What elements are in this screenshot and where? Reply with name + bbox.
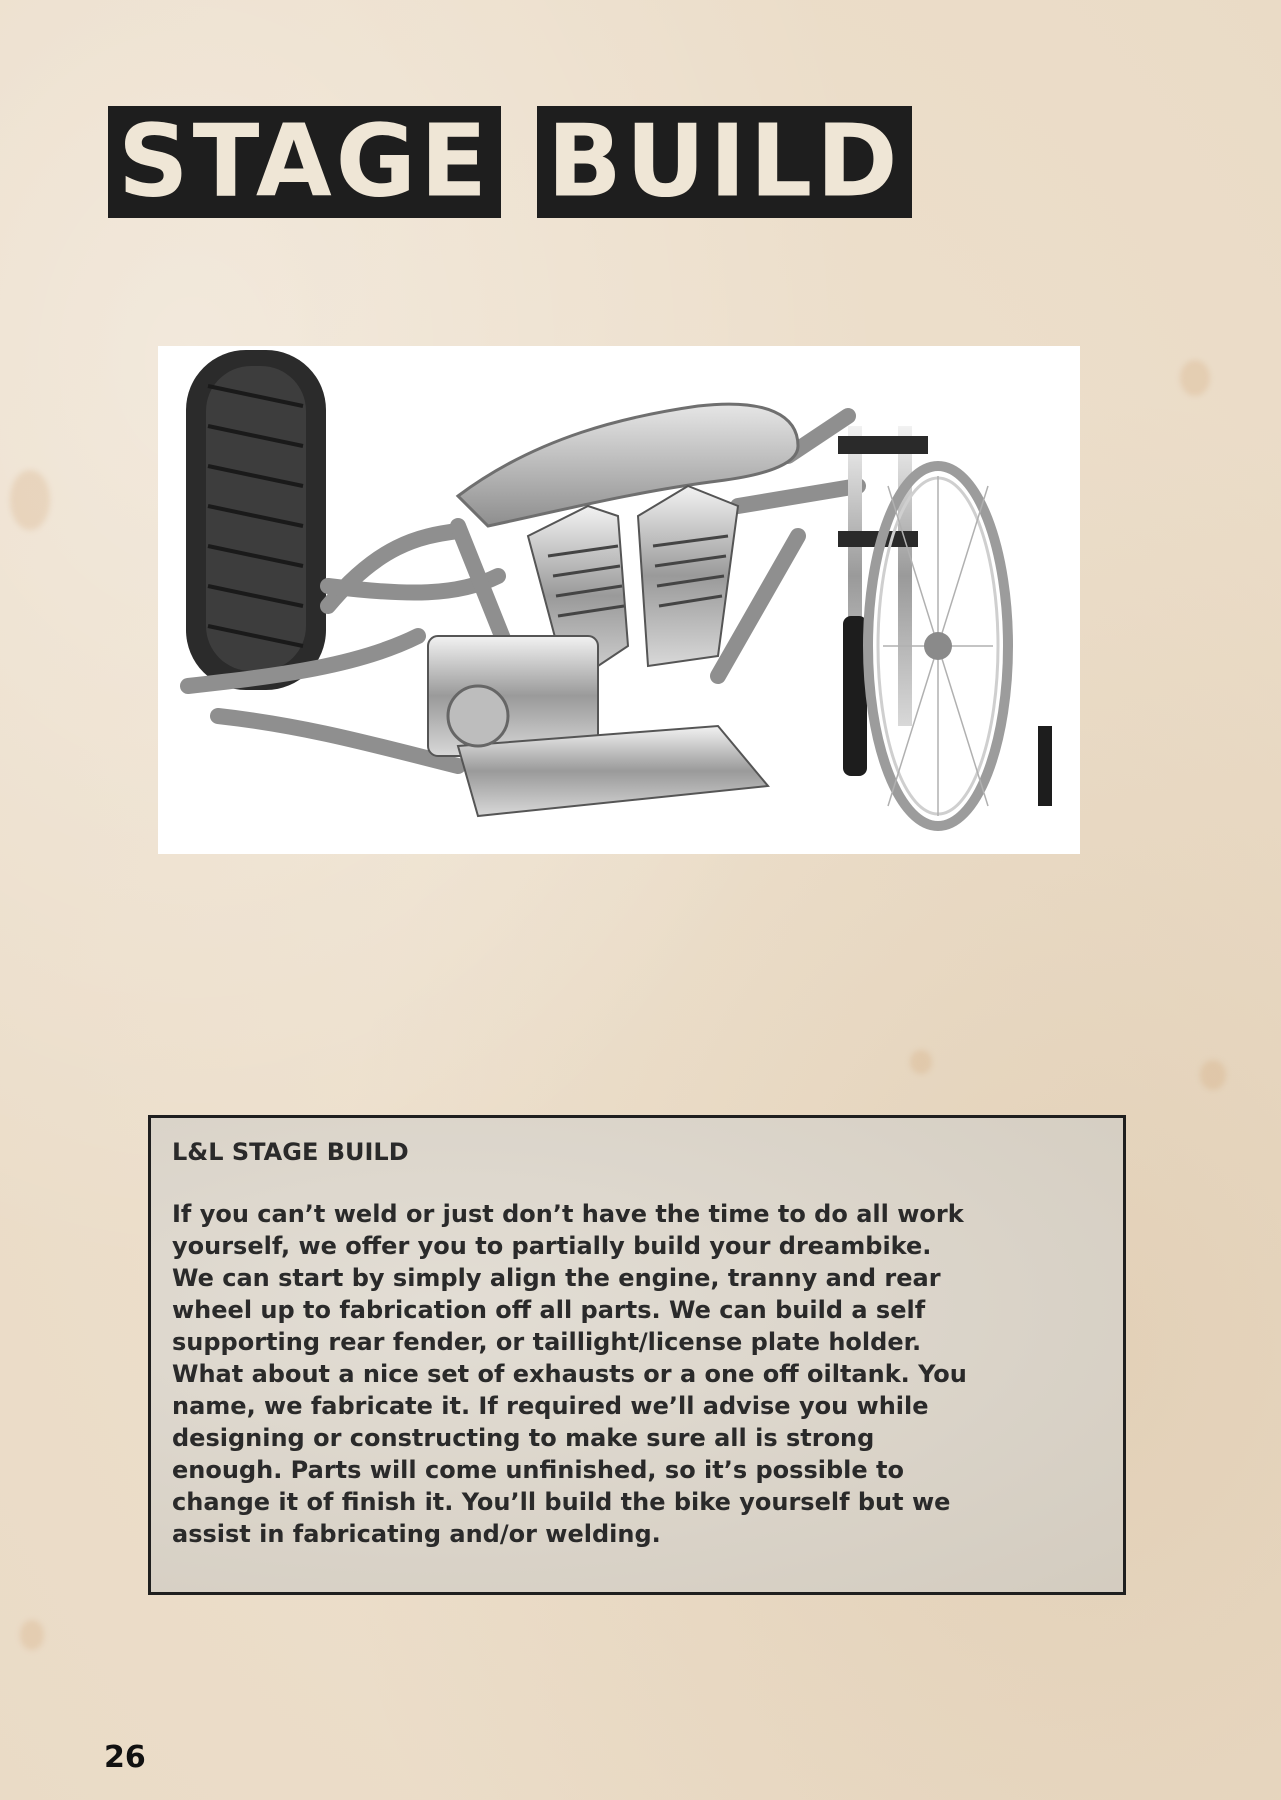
paper-stain	[1180, 360, 1210, 396]
motorcycle-photo	[158, 346, 1080, 854]
paper-stain	[1200, 1060, 1226, 1090]
motorcycle-illustration	[158, 346, 1080, 854]
title-word-build-text: BUILD	[547, 103, 902, 221]
page-title	[108, 103, 912, 221]
engine	[428, 486, 768, 816]
title-word-stage	[108, 103, 501, 221]
info-heading: L&L STAGE BUILD	[172, 1138, 409, 1166]
page-number: 26	[104, 1740, 146, 1775]
title-word-build	[537, 103, 912, 221]
rear-tire	[186, 350, 326, 690]
paper-stain	[20, 1620, 44, 1650]
paper-stain	[10, 470, 50, 530]
paper-stain	[910, 1050, 932, 1074]
front-wheel	[868, 466, 1052, 826]
info-box	[148, 1115, 1126, 1595]
title-word-stage-text: STAGE	[118, 103, 492, 221]
info-body: If you can’t weld or just don’t have the time to do all work yourself, we offer you to partially build your dreambike. We can start by simply align the engine, tranny and rear wheel up to fabrication off all parts. We can build a self supporting rear fender, or taillight/license plate holder. What about a nice set of exhausts or a one off oiltank. You name, we fabricate it. If required we’ll advise you while designing or constructing to make sure all is strong enough. Parts will come unfinished, so it’s possible to change it of finish it. You’ll build the bike yourself but we assist in fabricating and/or welding.	[172, 1200, 967, 1548]
